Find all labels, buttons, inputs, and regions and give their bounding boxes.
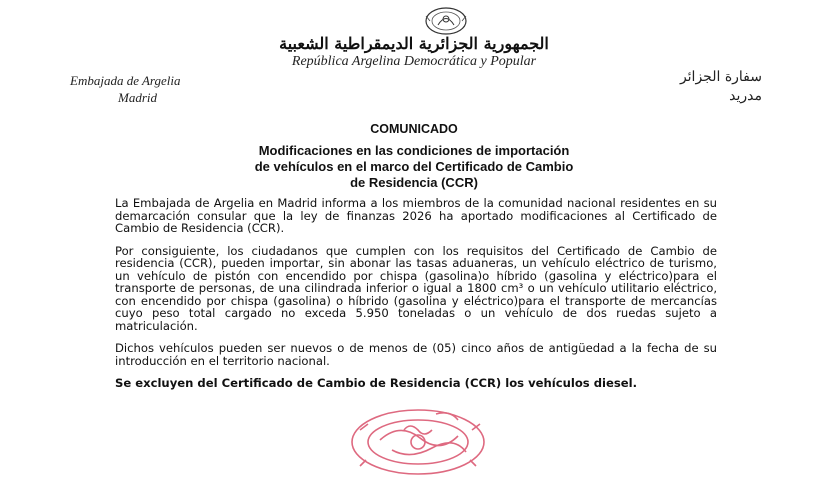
paragraph-intro: La Embajada de Argelia en Madrid informa a los miembros de la comunidad nacional residentes en su demarcación consular que la ley de finanzas 2026 ha aportado modificaciones al Certificado de Cambio de Residencia (CCR).: [115, 196, 717, 235]
embassy-name-arabic-line1: سفارة الجزائر: [679, 69, 762, 85]
subtitle-line3: de Residencia (CCR): [350, 175, 478, 190]
paragraph-conditions: Por consiguiente, los ciudadanos que cumplen con los requisitos del Certificado de Cambio de residencia (CCR), pueden importar, sin abonar las tasas aduaneras, un vehículo eléctrico de turismo, un vehículo de pistón con encendido por chispa (gasolina)o híbrido (gasolina y eléctrico)para el transporte de personas, de una cilindrada inferior o igual a 1800 cm³ o un vehículo utilitario eléctrico, con encendido por chispa (gasolina) o híbrido (gasolina y eléctrico)para el transporte de mercancías cuyo peso total cargado no exceda 5.950 toneladas o un vehículo de dos ruedas sujeto a matriculación.: [115, 243, 717, 333]
document-title: COMUNICADO: [370, 122, 458, 136]
embassy-name-spanish-line1: Embajada de Argelia: [70, 73, 181, 88]
embassy-name-spanish: [70, 72, 270, 106]
document-subtitle: [120, 143, 708, 191]
embassy-city-spanish: Madrid: [118, 90, 157, 105]
embassy-name-arabic: [642, 68, 762, 106]
embassy-city-arabic: مدريد: [729, 88, 762, 104]
country-name-arabic: الجمهورية الجزائرية الديمقراطية الشعبية: [279, 34, 549, 53]
paragraph-diesel-exclusion: Se excluyen del Certificado de Cambio de Residencia (CCR) los vehículos diesel.: [115, 376, 638, 390]
algeria-emblem-icon: [420, 6, 472, 36]
subtitle-line1: Modificaciones en las condiciones de importación: [258, 143, 570, 158]
country-name-spanish: República Argelina Democrática y Popular: [291, 54, 537, 69]
subtitle-line2: de vehículos en el marco del Certificado de Cambio: [254, 159, 574, 174]
embassy-seal-stamp: [340, 400, 500, 480]
paragraph-age-limit: Dichos vehículos pueden ser nuevos o de menos de (05) cinco años de antigüedad a la fecha de su introducción en el territorio nacional.: [115, 341, 717, 368]
document-body: [115, 197, 717, 400]
